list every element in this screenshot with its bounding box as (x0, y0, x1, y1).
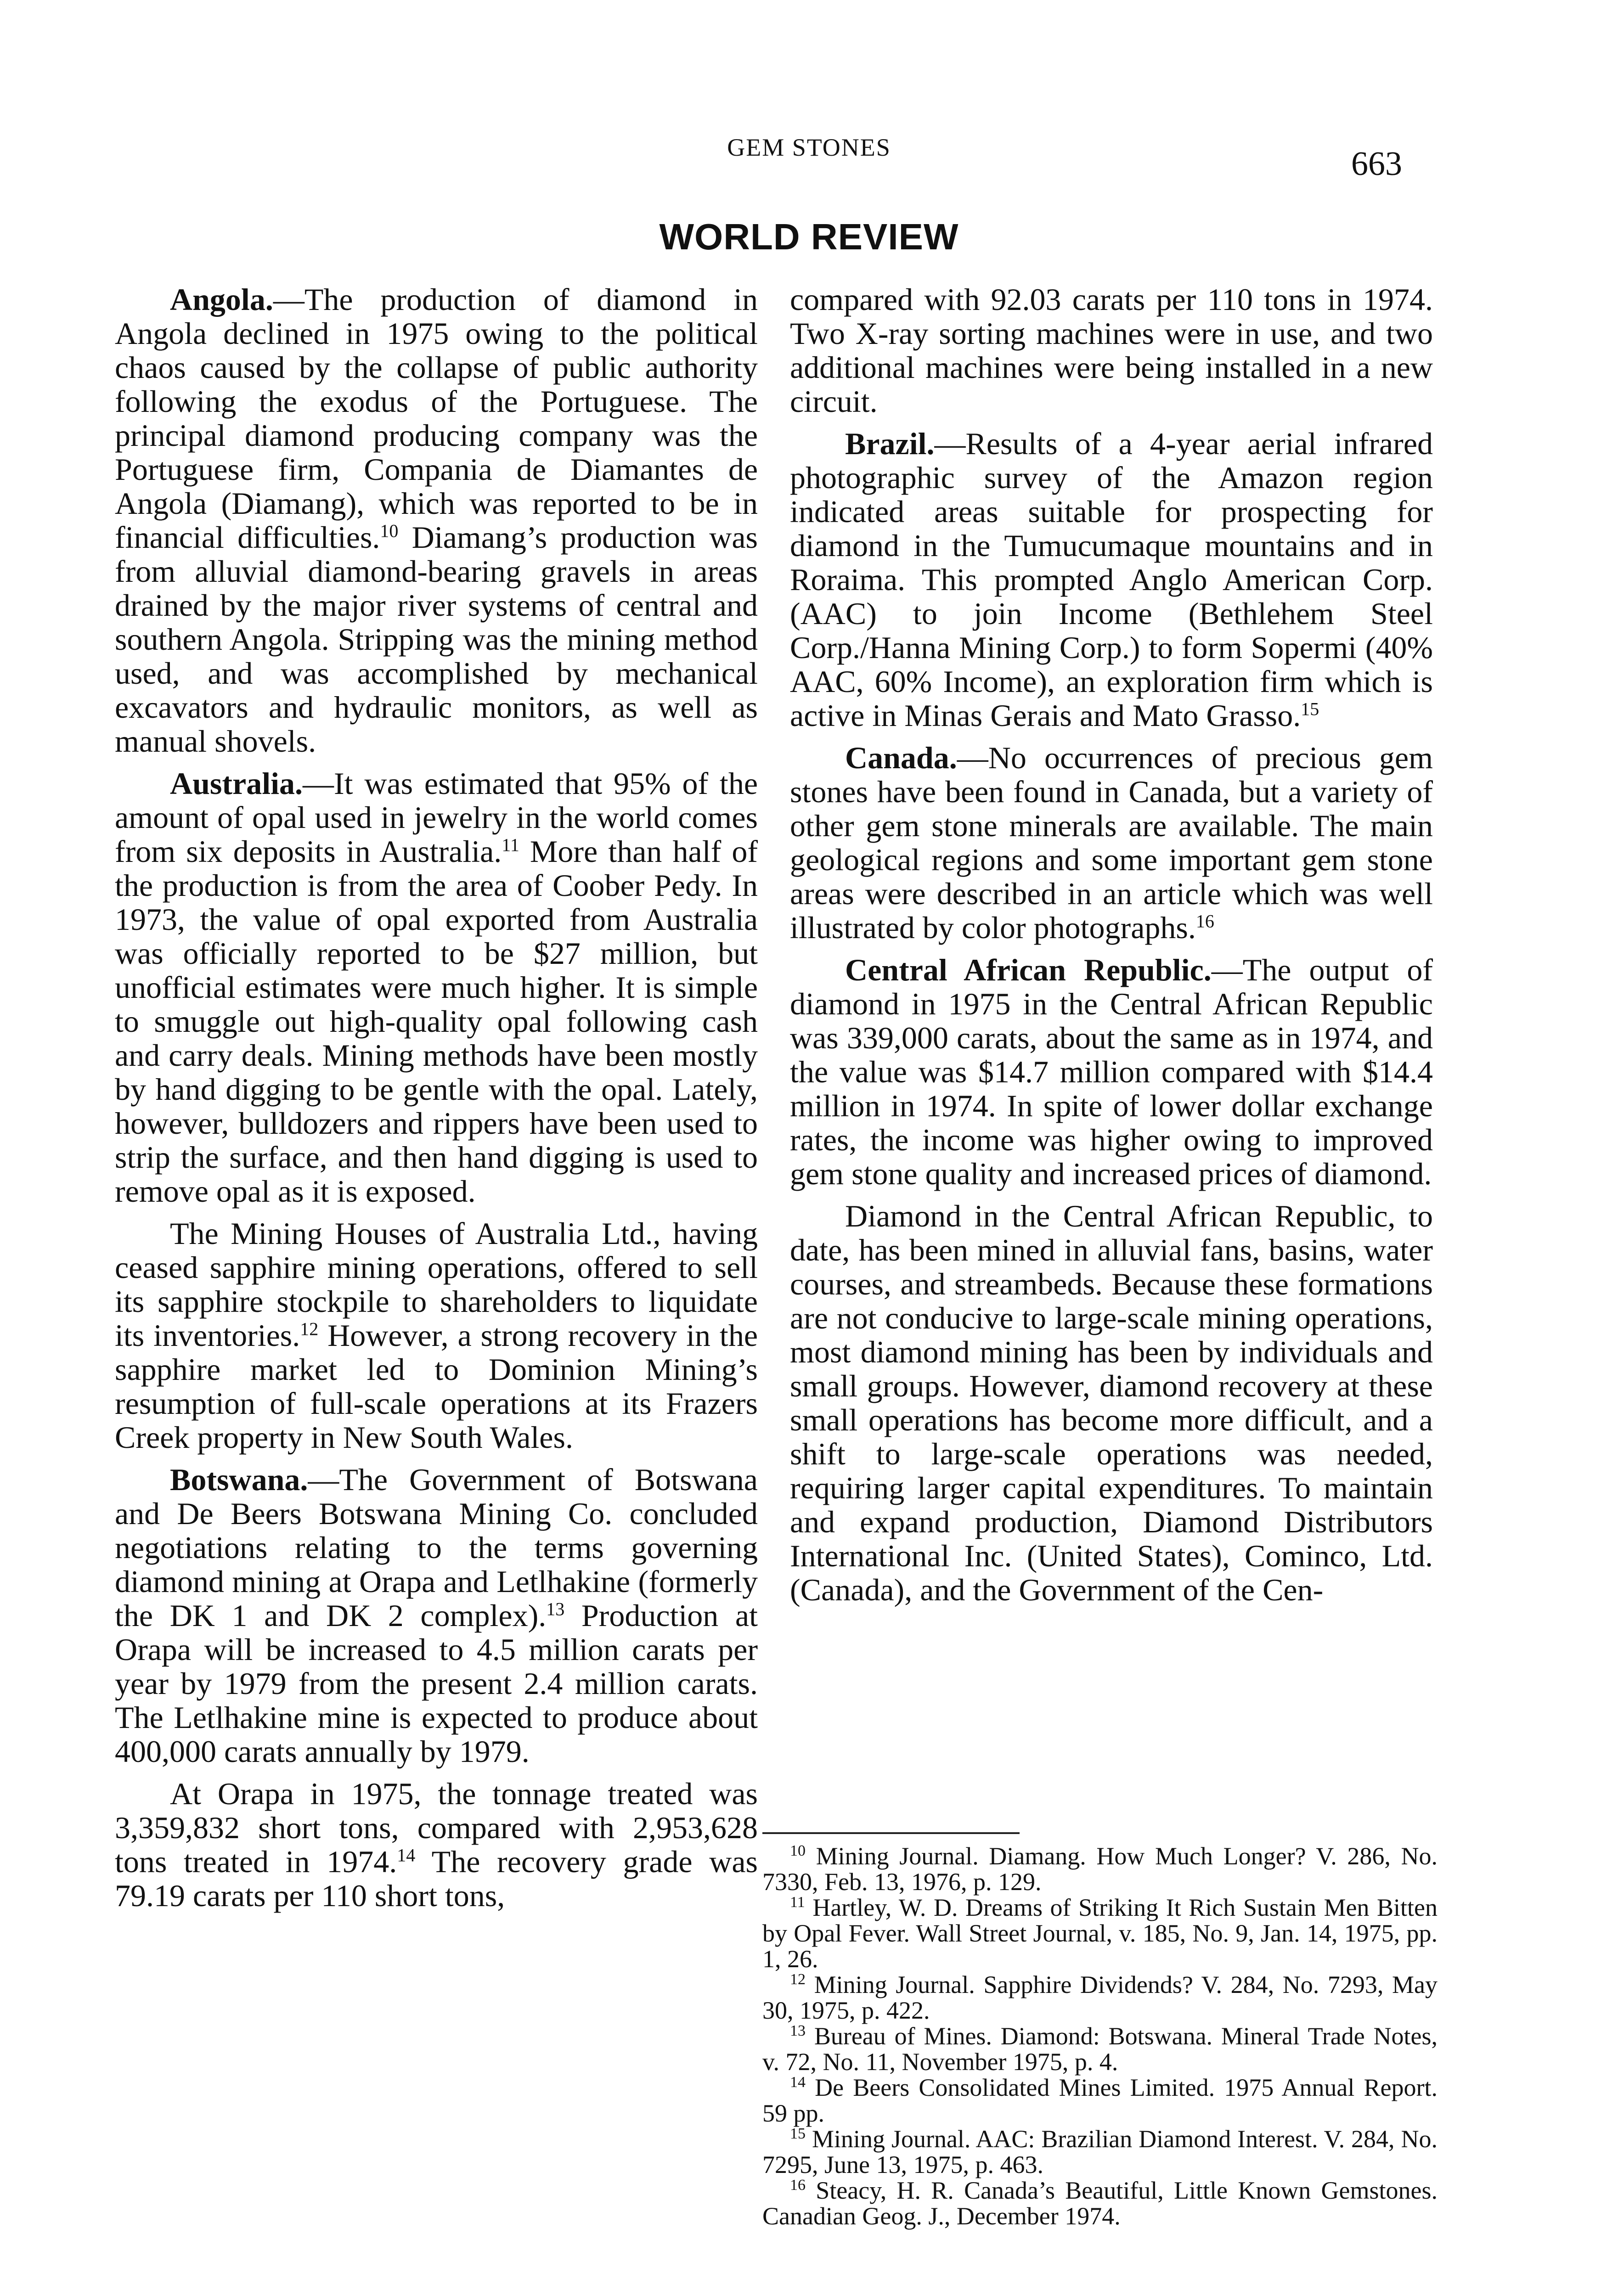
paragraph-lead: Canada. (845, 740, 957, 775)
paragraph-text: compared with 92.03 carats per 110 tons in 1974. Two X-ray sorting machines were in use, and two additional machines were being installed in a new circuit. (790, 282, 1433, 419)
paragraph-car-mining (790, 1199, 1433, 1607)
footnote-13 (762, 2023, 1438, 2075)
footnote-number: 15 (790, 2125, 806, 2142)
footnote-text: De Beers Consolidated Mines Limited. 1975 Annual Report. 59 pp. (762, 2074, 1438, 2127)
paragraph-central-african-republic (790, 953, 1433, 1191)
paragraph-text: Diamang’s production was from alluvial diamond-bearing gravels in areas drained by the major river systems of central and southern Angola. Stripping was the mining method used, and was accomplished by mechanical excavators and hydraulic monitors, as well as manual shovels. (115, 520, 758, 759)
footnote-ref[interactable]: 14 (397, 1845, 416, 1866)
footnote-text: Hartley, W. D. Dreams of Striking It Rich Sustain Men Bitten by Opal Fever. Wall Street Journal, v. 185, No. 9, Jan. 14, 1975, pp. 1, 26. (762, 1894, 1438, 1973)
paragraph-text: The Mining Houses of Australia Ltd., having ceased sapphire mining operations, offered to sell its sapphire stockpile to shareholders to liquidate its inventories. (115, 1216, 758, 1353)
footnote-text: Mining Journal. Diamang. How Much Longer? V. 286, No. 7330, Feb. 13, 1976, p. 129. (762, 1842, 1438, 1896)
paragraph-orapa (115, 1777, 758, 1913)
footnote-text: Mining Journal. Sapphire Dividends? V. 284, No. 7293, May 30, 1975, p. 422. (762, 1971, 1438, 2024)
footnote-14 (762, 2075, 1438, 2126)
footnote-12 (762, 1972, 1438, 2023)
footnote-number: 14 (790, 2074, 806, 2091)
running-header: GEM STONES (727, 134, 891, 161)
paragraph-brazil (790, 427, 1433, 732)
paragraph-text: —The production of diamond in Angola declined in 1975 owing to the political chaos caused by the collapse of public authority following the exodus of the Portuguese. The principal diamond producing company was the Portuguese firm, Compania de Diamantes de Angola (Diamang), which was reported to be in financial difficulties. (115, 282, 758, 555)
footnote-text: Bureau of Mines. Diamond: Botswana. Mineral Trade Notes, v. 72, No. 11, November 1975, p. 4. (762, 2022, 1438, 2076)
paragraph-text: Production at Orapa will be increased to 4.5 million carats per year by 1979 from the present 2.4 million carats. The Letlhakine mine is expected to produce about 400,000 carats annually by 1979. (115, 1598, 758, 1769)
paragraph-text: —The Government of Botswana and De Beers Botswana Mining Co. concluded negotiations relating to the terms governing diamond mining at Orapa and Letlhakine (formerly the DK 1 and DK 2 complex). (115, 1462, 758, 1633)
footnote-text: Steacy, H. R. Canada’s Beautiful, Little Known Gemstones. Canadian Geog. J., December 1974. (762, 2177, 1438, 2230)
left-column (115, 282, 758, 1921)
paragraph-lead: Australia. (170, 766, 303, 801)
footnote-number: 12 (790, 1971, 806, 1988)
right-column (790, 282, 1433, 1615)
paragraph-text: However, a strong recovery in the sapphire market led to Dominion Mining’s resumption of full-scale operations at its Frazers Creek property in New South Wales. (115, 1318, 758, 1455)
footnote-10 (762, 1843, 1438, 1895)
paragraph-australia (115, 766, 758, 1208)
paragraph-lead: Brazil. (845, 426, 935, 461)
paragraph-text: —Results of a 4-year aerial infrared photographic survey of the Amazon region indicated areas suitable for prospecting for diamond in the Tumucumaque mountains and in Roraima. This prompted Anglo American Corp. (AAC) to join Income (Bethlehem Steel Corp./Hanna Mining Corp.) to form Sopermi (40% AAC, 60% Income), an exploration firm which is active in Minas Gerais and Mato Grasso. (790, 426, 1433, 733)
footnote-11 (762, 1895, 1438, 1972)
paragraph-lead: Angola. (170, 282, 273, 317)
footnote-text: Mining Journal. AAC: Brazilian Diamond Interest. V. 284, No. 7295, June 13, 1975, p. 463. (762, 2125, 1438, 2178)
footnote-number: 13 (790, 2022, 806, 2039)
footnote-15 (762, 2126, 1438, 2178)
footnote-ref[interactable]: 11 (502, 834, 519, 855)
footnote-ref[interactable]: 12 (300, 1318, 319, 1339)
paragraph-text: The recovery grade was 79.19 carats per 110 short tons, (115, 1844, 758, 1913)
footnote-divider (762, 1832, 1020, 1834)
section-title: WORLD REVIEW (659, 216, 959, 257)
paragraph-text: More than half of the production is from the area of Coober Pedy. In 1973, the value of opal exported from Australia was officially reported to be $27 million, but unofficial estimates were much higher. It is simple to smuggle out high-quality opal following cash and carry deals. Mining methods have been mostly by hand digging to be gentle with the opal. Lately, however, bulldozers and rippers have been used to strip the surface, and then hand digging is used to remove opal as it is exposed. (115, 834, 758, 1209)
footnote-ref[interactable]: 15 (1301, 698, 1319, 720)
paragraph-text: —The output of diamond in 1975 in the Central African Republic was 339,000 carats, about the same as in 1974, and the value was $14.7 million compared with $14.4 million in 1974. In spite of lower dollar exchange rates, the income was higher owing to improved gem stone quality and increased prices of diamond. (790, 952, 1433, 1191)
paragraph-mining-houses (115, 1216, 758, 1454)
paragraph-text: Diamond in the Central African Republic, to date, has been mined in alluvial fans, basins, water courses, and streambeds. Because these formations are not conducive to large-scale mining operations, most diamond mining has been by individuals and small groups. However, diamond recovery at these small operations has become more difficult, and a shift to large-scale operations was needed, requiring larger capital expenditures. To maintain and expand production, Diamond Distributors International Inc. (United States), Cominco, Ltd. (Canada), and the Government of the Cen- (790, 1199, 1433, 1607)
footnote-number: 10 (790, 1842, 806, 1859)
paragraph-lead: Botswana. (170, 1462, 308, 1497)
paragraph-text: —It was estimated that 95% of the amount of opal used in jewelry in the world comes from six deposits in Australia. (115, 766, 758, 869)
footnote-16 (762, 2178, 1438, 2229)
paragraph-botswana (115, 1463, 758, 1768)
paragraph-continuation (790, 282, 1433, 418)
paragraph-text: At Orapa in 1975, the tonnage treated was 3,359,832 short tons, compared with 2,953,628 tons treated in 1974. (115, 1776, 758, 1879)
footnote-number: 11 (790, 1894, 805, 1911)
footnote-ref[interactable]: 10 (380, 520, 399, 541)
footnote-ref[interactable]: 16 (1195, 911, 1214, 932)
paragraph-angola (115, 282, 758, 758)
paragraph-canada (790, 741, 1433, 945)
footnote-number: 16 (790, 2177, 806, 2194)
page-number: 663 (1351, 145, 1402, 183)
footnote-ref[interactable]: 13 (546, 1598, 565, 1620)
paragraph-text: —No occurrences of precious gem stones have been found in Canada, but a variety of other gem stone minerals are available. The main geological regions and some important gem stone areas were described in an article which was well illustrated by color photographs. (790, 740, 1433, 945)
footnotes (762, 1832, 1438, 2229)
paragraph-lead: Central African Republic. (845, 952, 1212, 987)
